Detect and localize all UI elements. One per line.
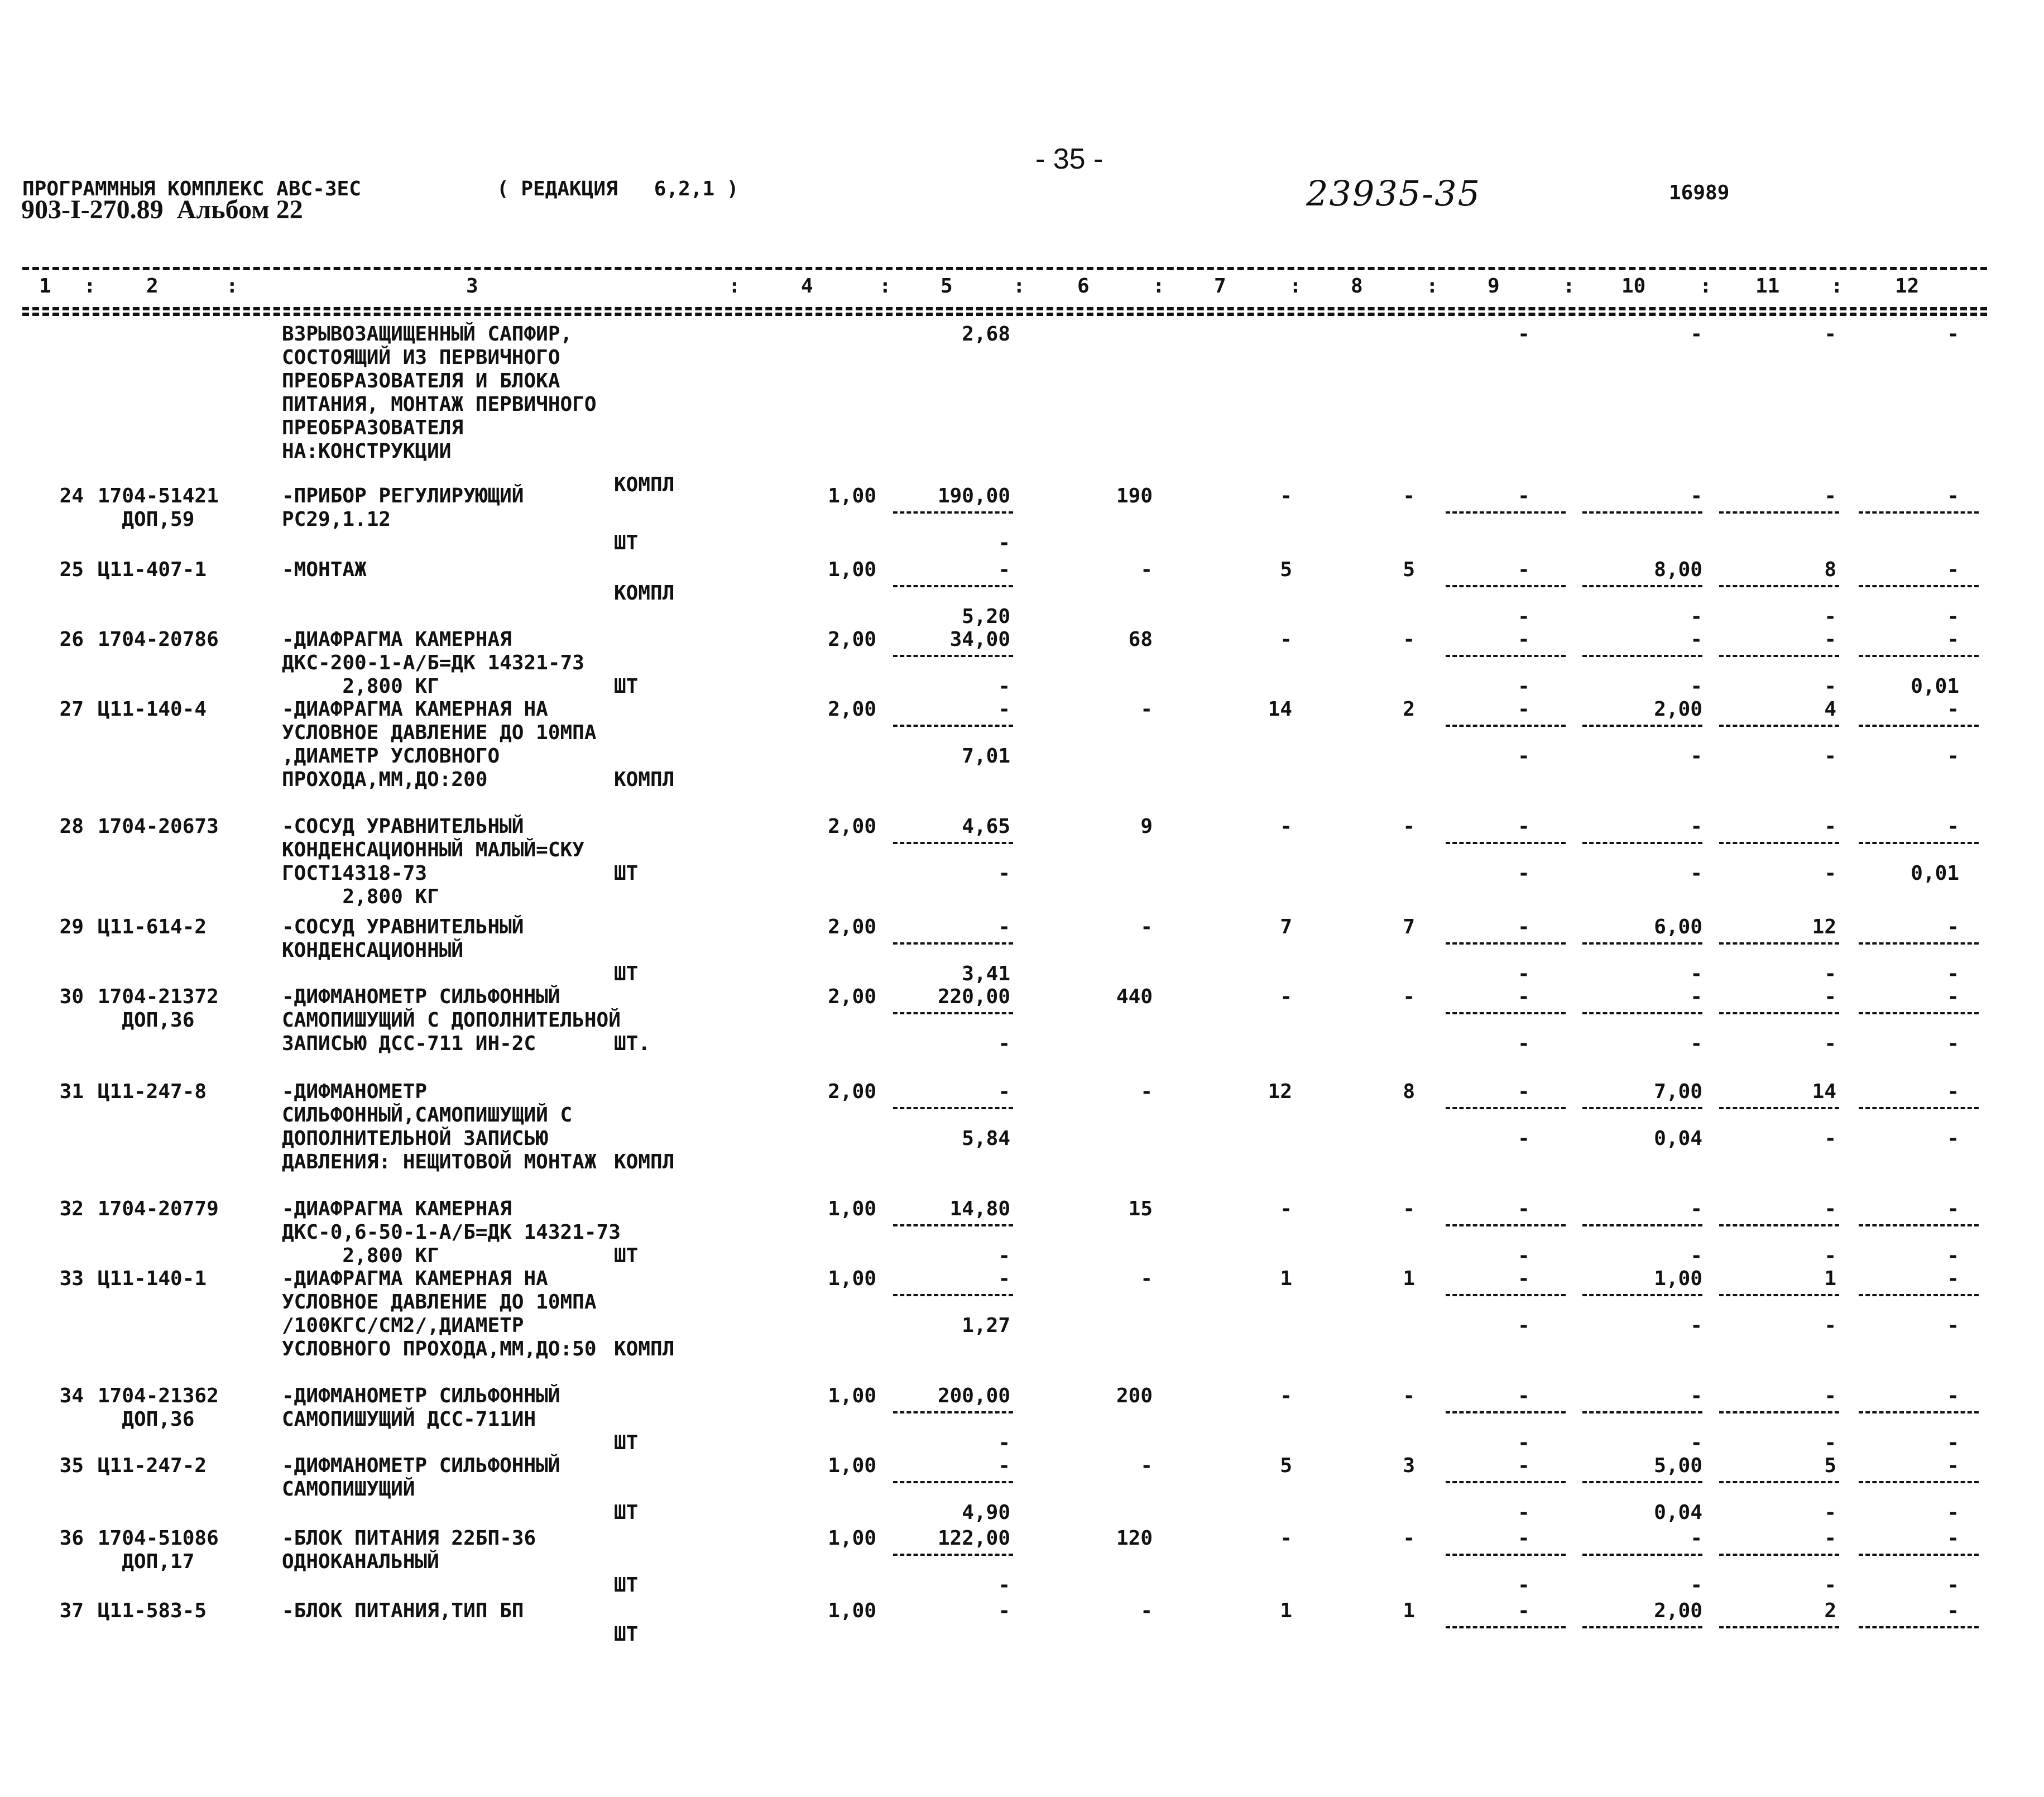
cell-c8: - [1403,1197,1415,1220]
cell-underline [1446,585,1566,587]
cell-c6: - [1140,1267,1153,1290]
row-unit: КОМПЛ [614,1151,675,1173]
cell-c6: - [1140,698,1153,721]
cell-c4: 1,00 [828,1384,876,1407]
row-unit: КОМПЛ [614,768,675,791]
cell-c6: - [1140,1454,1153,1477]
column-header-3: 3 [466,275,478,298]
cell-c6: - [1140,558,1153,581]
cell-c10: 1,00 - [1654,1267,1702,1337]
cell-c10: - - [1690,1197,1702,1267]
cell-c10: 2,00 - [1654,698,1702,768]
cell-c7: 5 [1280,558,1292,581]
cell-c5: 122,00 - [937,1527,1010,1597]
cell-c11: - - [1824,1527,1836,1597]
cell-underline [1859,725,1979,727]
table-header-rule [22,307,1987,310]
cell-underline [1719,1012,1839,1014]
column-header-1: 1 [39,275,51,298]
cell-c6: 190 [1116,485,1153,507]
cell-c4: 1,00 [828,1197,876,1220]
cell-underline [1719,585,1839,587]
cell-c9: - - [1518,1527,1530,1597]
row-unit: ШТ. [614,1032,651,1055]
cell-c4: 2,00 [828,815,876,838]
row-code: Ц11-407-1 [98,558,207,581]
column-header-5: 5 [941,275,953,298]
row-number: 25 [59,558,84,581]
cell-underline [893,1012,1013,1014]
cell-c11: 4 - [1824,698,1836,768]
cell-c8: - [1403,985,1415,1008]
cell-underline [1719,1107,1839,1109]
cell-c11: - [1824,323,1836,346]
cell-c11: 1 - [1824,1267,1836,1337]
row-code: 1704-20673 [98,815,219,838]
row-code: Ц11-247-2 [98,1454,207,1477]
cell-c4: 1,00 [828,1599,876,1622]
cell-underline [1446,1012,1566,1014]
cell-underline [893,842,1013,844]
cell-underline [1582,1411,1702,1413]
column-separator: : [1426,275,1438,298]
cell-c8: 3 [1403,1454,1415,1477]
cell-c8: 5 [1403,558,1415,581]
row-description: -МОНТАЖ [282,558,367,581]
column-separator: : [1831,275,1843,298]
cell-c12: - [1947,485,1959,507]
cell-c11: - - [1824,985,1836,1055]
row-unit: ШТ [614,1431,639,1454]
row-description: -ДИАФРАГМА КАМЕРНАЯ НА УСЛОВНОЕ ДАВЛЕНИЕ ДО 10МПА ,ДИАМЕТР УСЛОВНОГО ПРОХОДА,ММ,ДО:200 [282,698,597,791]
handwritten-code: 23935-35 [1306,173,1481,214]
cell-c9: - - [1518,558,1530,628]
column-separator: : [1563,275,1575,298]
cell-underline [893,1294,1013,1296]
cell-underline [1446,1554,1566,1556]
cell-c11: 5 - [1824,1454,1836,1524]
cell-underline [1859,655,1979,657]
row-unit: ШТ [614,1623,639,1646]
row-number: 36 [59,1527,84,1550]
cell-c8: - [1403,1527,1415,1550]
cell-c11: - - [1824,1197,1836,1267]
row-code: 1704-21362 ДОП,36 [98,1384,219,1431]
cell-c12: - - [1947,1080,1959,1150]
cell-underline [1582,942,1702,945]
cell-c12: - - [1947,698,1959,768]
row-unit: ШТ [614,962,639,985]
cell-c9: - - [1518,1080,1530,1150]
cell-c9: - - [1518,985,1530,1055]
cell-c4: 1,00 [828,485,876,507]
cell-c6: 9 [1140,815,1153,838]
cell-c11: 14 - [1812,1080,1836,1150]
page-number: - 35 - [1035,143,1103,175]
column-header-11: 11 [1755,275,1780,298]
cell-c7: 1 [1280,1599,1292,1622]
cell-underline [1582,725,1702,727]
cell-c5: - 1,27 [962,1267,1010,1337]
cell-c4: 2,00 [828,985,876,1008]
program-title: ПРОГРАММНЫЯ КОМПЛЕКС АВС-ЗЕС [22,178,361,200]
cell-underline [1719,842,1839,844]
cell-c8: - [1403,1384,1415,1407]
row-code: 1704-20786 [98,628,219,651]
row-description: -ДИАФРАГМА КАМЕРНАЯ ДКС-200-1-А/Б=ДК 14321-73 2,800 КГ [282,628,584,698]
cell-c7: - [1280,985,1292,1008]
cell-underline [1582,1294,1702,1296]
cell-c6: 68 [1128,628,1153,651]
column-separator: : [728,275,741,298]
cell-c5: - 4,90 [962,1454,1010,1524]
column-separator: : [84,275,96,298]
cell-c7: - [1280,628,1292,651]
cell-underline [1719,511,1839,514]
cell-c9: - - [1518,698,1530,768]
cell-c5: - 7,01 [962,698,1010,768]
row-number: 30 [59,985,84,1008]
cell-c5: 14,80 - [949,1197,1010,1267]
cell-underline [893,942,1013,945]
row-unit: ШТ [614,1244,639,1267]
cell-c12: - 0,01 [1911,815,1959,885]
cell-underline [1446,725,1566,727]
row-description: -СОСУД УРАВНИТЕЛЬНЫЙ КОНДЕНСАЦИОННЫЙ [282,916,524,962]
cell-underline [1859,1411,1979,1413]
cell-underline [1719,1224,1839,1226]
cell-underline [1582,1012,1702,1014]
row-code: Ц11-583-5 [98,1599,207,1622]
cell-c6: - [1140,1599,1153,1622]
table-top-rule [22,267,1987,270]
column-separator: : [1153,275,1165,298]
cell-c4: 1,00 [828,558,876,581]
cell-c12: - - [1947,916,1959,985]
row-number: 24 [59,485,84,507]
cell-underline [1582,511,1702,514]
cell-c7: - [1280,815,1292,838]
cell-c11: - - [1824,815,1836,885]
row-number: 33 [59,1267,84,1290]
cell-c5: 34,00 - [949,628,1010,698]
cell-c7: - [1280,1384,1292,1407]
column-header-8: 8 [1351,275,1363,298]
cell-underline [1446,1626,1566,1628]
cell-underline [1582,1107,1702,1109]
row-description: -ДИАФРАГМА КАМЕРНАЯ НА УСЛОВНОЕ ДАВЛЕНИЕ ДО 10МПА /100КГС/СМ2/,ДИАМЕТР УСЛОВНОГО ПРОХОДА,ММ,ДО:50 [282,1267,597,1360]
row-description: -СОСУД УРАВНИТЕЛЬНЫЙ КОНДЕНСАЦИОННЫЙ МАЛЫЙ=СКУ ГОСТ14318-73 2,800 КГ [282,815,584,908]
cell-c7: 7 [1280,916,1292,938]
row-description: -БЛОК ПИТАНИЯ,ТИП БП [282,1599,524,1622]
cell-c10: - - [1690,815,1702,885]
column-separator: : [1013,275,1025,298]
cell-c12: - - [1947,985,1959,1055]
cell-underline [1446,1481,1566,1483]
column-header-6: 6 [1077,275,1090,298]
cell-c7: - [1280,485,1292,507]
cell-c5: 4,65 - [962,815,1010,885]
cell-underline [1859,1554,1979,1556]
row-code: 1704-20779 [98,1197,219,1220]
cell-underline [1859,942,1979,945]
column-separator: : [1289,275,1302,298]
cell-c9: - - [1518,916,1530,985]
column-header-9: 9 [1488,275,1500,298]
cell-underline [893,725,1013,727]
cell-underline [1719,1626,1839,1628]
cell-underline [1582,1554,1702,1556]
cell-underline [1582,1224,1702,1226]
cell-underline [1446,511,1566,514]
cell-underline [1859,1224,1979,1226]
cell-c8: 2 [1403,698,1415,721]
row-description: -ДИФМАНОМЕТР СИЛЬФОННЫЙ САМОПИШУЩИЙ ДСС-711ИН [282,1384,560,1431]
cell-underline [1446,1107,1566,1109]
row-unit: ШТ [614,531,639,554]
cell-c4: 2,00 [828,1080,876,1103]
cell-c8: 1 [1403,1599,1415,1622]
cell-underline [893,655,1013,657]
cell-c7: - [1280,1527,1292,1550]
cell-underline [1446,942,1566,945]
column-header-12: 12 [1895,275,1920,298]
cell-c9: - [1518,1599,1530,1622]
cell-c6: 440 [1116,985,1153,1008]
code-number: 16989 [1669,181,1730,204]
cell-c10: - - [1690,628,1702,698]
cell-underline [1719,725,1839,727]
table-header-rule-2 [22,313,1987,316]
row-unit: КОМПЛ [614,1338,675,1360]
cell-c4: 1,00 [828,1454,876,1477]
cell-c9: - - [1518,1454,1530,1524]
cell-c4: 2,00 [828,916,876,938]
cell-c12: - - [1947,1267,1959,1337]
column-header-7: 7 [1214,275,1226,298]
row-description: -БЛОК ПИТАНИЯ 22БП-36 ОДНОКАНАЛЬНЫЙ [282,1527,536,1573]
column-separator: : [879,275,891,298]
column-separator: : [1700,275,1712,298]
row-code: Ц11-140-4 [98,698,207,721]
row-code: 1704-21372 ДОП,36 [98,985,219,1032]
cell-underline [893,1411,1013,1413]
row-number: 34 [59,1384,84,1407]
cell-c9: - - [1518,628,1530,698]
cell-c9: - - [1518,1267,1530,1337]
row-number: 35 [59,1454,84,1477]
cell-c8: - [1403,815,1415,838]
row-number: 29 [59,916,84,938]
cell-c11: 12 - [1812,916,1836,985]
cell-c7: 1 [1280,1267,1292,1290]
cell-c10: 7,00 0,04 [1654,1080,1702,1150]
cell-c8: 8 [1403,1080,1415,1103]
cell-c6: 120 [1116,1527,1153,1550]
cell-c12: - - [1947,1197,1959,1267]
cell-c10: - - [1690,985,1702,1055]
cell-underline [1859,511,1979,514]
cell-underline [1859,1481,1979,1483]
cell-underline [893,1481,1013,1483]
cell-c12: - [1947,323,1959,346]
cell-underline [1859,585,1979,587]
row-description: -ПРИБОР РЕГУЛИРУЮЩИЙ РС29,1.12 [282,485,524,531]
cell-c11: 8 - [1824,558,1836,628]
cell-c7: 12 [1268,1080,1292,1103]
cell-underline [1446,1224,1566,1226]
cell-c7: 5 [1280,1454,1292,1477]
cell-underline [1719,655,1839,657]
row-code: Ц11-140-1 [98,1267,207,1290]
cell-underline [1582,655,1702,657]
cell-underline [1719,1294,1839,1296]
cell-c6: 200 [1116,1384,1153,1407]
row-description: -ДИАФРАГМА КАМЕРНАЯ ДКС-0,6-50-1-А/Б=ДК 14321-73 2,800 КГ [282,1197,621,1267]
cell-underline [1859,1107,1979,1109]
cell-c4: 2,00 [828,698,876,721]
cell-c5: - [998,1599,1010,1622]
cell-c10: - - [1690,1384,1702,1454]
cell-underline [1582,842,1702,844]
row-unit: ШТ [614,862,639,885]
cell-c9: - [1518,323,1530,346]
cell-underline [1446,1411,1566,1413]
cell-c8: - [1403,485,1415,507]
cell-underline [893,511,1013,514]
cell-c5: - 3,41 [962,916,1010,985]
cell-c12: - [1947,1599,1959,1622]
cell-c12: - 0,01 [1911,628,1959,698]
cell-underline [1859,1626,1979,1628]
cell-c11: - - [1824,1384,1836,1454]
edition-label: ( РЕДАКЦИЯ 6,2,1 ) [497,178,739,200]
cell-underline [1582,585,1702,587]
album-label: 903-I-270.89 Альбом 22 [21,195,303,224]
cell-underline [1719,942,1839,945]
column-header-4: 4 [801,275,813,298]
cell-underline [1582,1626,1702,1628]
cell-c5: - 5,84 [962,1080,1010,1150]
cell-c6: 15 [1128,1197,1153,1220]
row-number: 32 [59,1197,84,1220]
cell-c8: - [1403,628,1415,651]
cell-c4: 1,00 [828,1527,876,1550]
cell-c8: 1 [1403,1267,1415,1290]
cell-c5: 2,68 [962,323,1010,346]
row-code: Ц11-247-8 [98,1080,207,1103]
row-description: -ДИФМАНОМЕТР СИЛЬФОННЫЙ САМОПИШУЩИЙ С ДОПОЛНИТЕЛЬНОЙ ЗАПИСЬЮ ДСС-711 ИН-2С [282,985,621,1055]
cell-underline [1719,1554,1839,1556]
cell-c6: - [1140,916,1153,938]
cell-c12: - - [1947,1454,1959,1524]
cell-c7: 14 [1268,698,1292,721]
cell-underline [1446,842,1566,844]
row-unit: ШТ [614,1501,639,1524]
cell-underline [1719,1481,1839,1483]
cell-underline [893,585,1013,587]
cell-c7: - [1280,1197,1292,1220]
cell-underline [1446,655,1566,657]
row-number: 26 [59,628,84,651]
cell-c9: - - [1518,815,1530,885]
row-code: Ц11-614-2 [98,916,207,938]
cell-underline [1582,1481,1702,1483]
cell-c4: 1,00 [828,1267,876,1290]
row-unit: ШТ [614,675,639,698]
cell-c5: 190,00 - [937,485,1010,554]
row-unit: ШТ [614,1574,639,1597]
row-description: -ДИФМАНОМЕТР СИЛЬФОННЫЙ САМОПИШУЩИЙ [282,1454,560,1501]
cell-underline [893,1554,1013,1556]
row-unit: КОМПЛ [614,473,675,496]
cell-c9: - - [1518,1197,1530,1267]
row-code: 1704-51086 ДОП,17 [98,1527,219,1573]
cell-underline [1859,1294,1979,1296]
cell-underline [1446,1294,1566,1296]
cell-c5: 200,00 - [937,1384,1010,1454]
column-header-10: 10 [1621,275,1646,298]
cell-c10: - [1690,323,1702,346]
cell-c12: - - [1947,1527,1959,1597]
row-code: 1704-51421 ДОП,59 [98,485,219,531]
cell-c10: 2,00 [1654,1599,1702,1622]
row-number: 31 [59,1080,84,1103]
row-number: 27 [59,698,84,721]
cell-underline [1859,1012,1979,1014]
cell-c4: 2,00 [828,628,876,651]
row-number: 28 [59,815,84,838]
cell-c10: - [1690,485,1702,507]
cell-c10: 6,00 - [1654,916,1702,985]
cell-c9: - - [1518,1384,1530,1454]
cell-c11: - [1824,485,1836,507]
cell-underline [1859,842,1979,844]
cell-c8: 7 [1403,916,1415,938]
cell-c12: - - [1947,558,1959,628]
cell-c11: - - [1824,628,1836,698]
cell-underline [893,1107,1013,1109]
row-number: 37 [59,1599,84,1622]
cell-c10: 5,00 0,04 [1654,1454,1702,1524]
cell-c5: - 5,20 [962,558,1010,628]
cell-c10: - - [1690,1527,1702,1597]
cell-c5: 220,00 - [937,985,1010,1055]
cell-c9: - [1518,485,1530,507]
cell-underline [893,1224,1013,1226]
cell-c11: 2 [1824,1599,1836,1622]
row-description: -ДИФМАНОМЕТР СИЛЬФОННЫЙ,САМОПИШУЩИЙ С ДОПОЛНИТЕЛЬНОЙ ЗАПИСЬЮ ДАВЛЕНИЯ: НЕЩИТОВОЙ МОНТАЖ [282,1080,597,1173]
column-header-2: 2 [146,275,159,298]
cell-underline [1719,1411,1839,1413]
row-unit: КОМПЛ [614,582,675,605]
column-separator: : [226,275,238,298]
cell-c12: - - [1947,1384,1959,1454]
cell-c10: 8,00 - [1654,558,1702,628]
cell-c6: - [1140,1080,1153,1103]
row-description: ВЗРЫВОЗАЩИЩЕННЫЙ САПФИР, СОСТОЯЩИЙ ИЗ ПЕРВИЧНОГО ПРЕОБРАЗОВАТЕЛЯ И БЛОКА ПИТАНИЯ, МОНТАЖ ПЕРВИЧНОГО ПРЕОБРАЗОВАТЕЛЯ НА:КОНСТРУКЦИИ [282,323,597,463]
